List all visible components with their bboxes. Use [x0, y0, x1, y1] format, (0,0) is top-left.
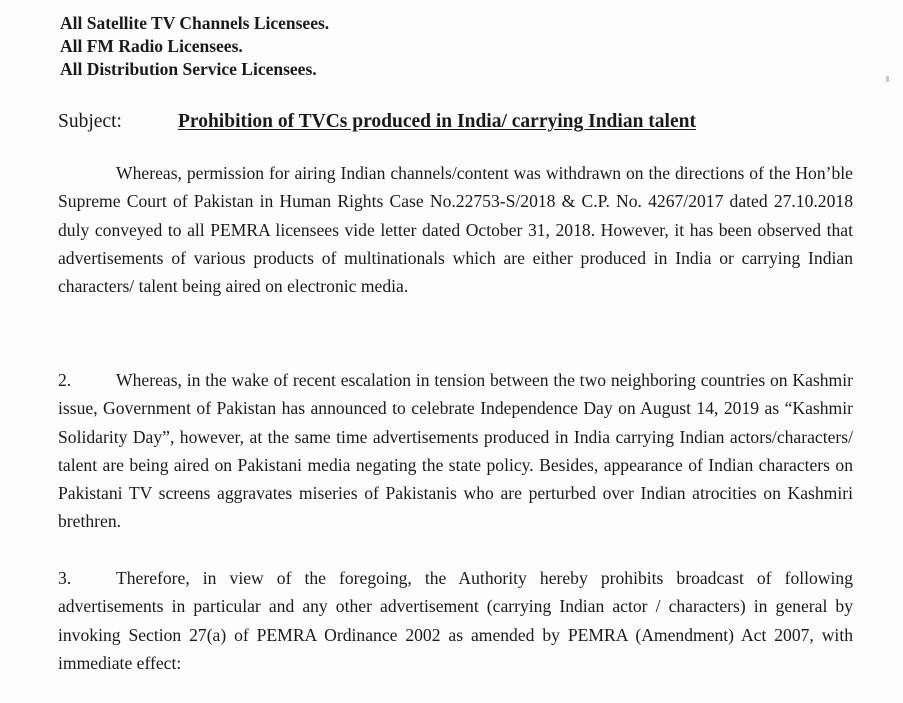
addressee-block: [60, 12, 329, 81]
paragraph-2: [58, 366, 853, 536]
paragraph-2-text: Whereas, in the wake of recent escalation in tension between the two neighboring countries on Kashmir issue, Government of Pakistan has announced to celebrate Independence Day on August 14, 2019 as “Kashmir Solidarity Day”, however, at the same time advertisements produced in India carrying Indian actors/characters/ talent are being aired on Pakistani media negating the state policy. Besides, appearance of Indian characters on Pakistani TV screens aggravates miseries of Pakistanis who are perturbed over Indian atrocities on Kashmiri brethren.: [58, 370, 853, 532]
paragraph-number: 3.: [58, 568, 72, 588]
subject-label: Subject:: [58, 111, 122, 132]
paragraph-3-text: Therefore, in view of the foregoing, the Authority hereby prohibits broadcast of following advertisements in particular and any other advertisement (carrying Indian actor / characters) in general by invoking Section 27(a) of PEMRA Ordinance 2002 as amended by PEMRA (Amendment) Act 2007, with immediate effect:: [58, 568, 853, 673]
addressee-line: All Satellite TV Channels Licensees.: [60, 13, 330, 33]
addressee-line: All Distribution Service Licensees.: [60, 59, 317, 79]
paragraph-1-text: Whereas, permission for airing Indian channels/content was withdrawn on the directions of the Hon’ble Supreme Court of Pakistan in Human Rights Case No.22753-S/2018 & C.P. No. 4267/2017 dated 27.10.2018 duly conveyed to all PEMRA licensees vide letter dated October 31, 2018. However, it has been observed that advertisements of various products of multinationals which are either produced in India or carrying Indian characters/ talent being aired on electronic media.: [58, 163, 853, 297]
subject-line: [58, 111, 696, 133]
addressee-line: All FM Radio Licensees.: [60, 36, 243, 56]
paragraph-3: [58, 564, 853, 677]
paragraph-1: [58, 159, 853, 300]
paragraph-number: 2.: [58, 370, 72, 390]
subject-title: Prohibition of TVCs produced in India/ carrying Indian talent: [178, 111, 696, 132]
scan-speck: [886, 76, 889, 82]
